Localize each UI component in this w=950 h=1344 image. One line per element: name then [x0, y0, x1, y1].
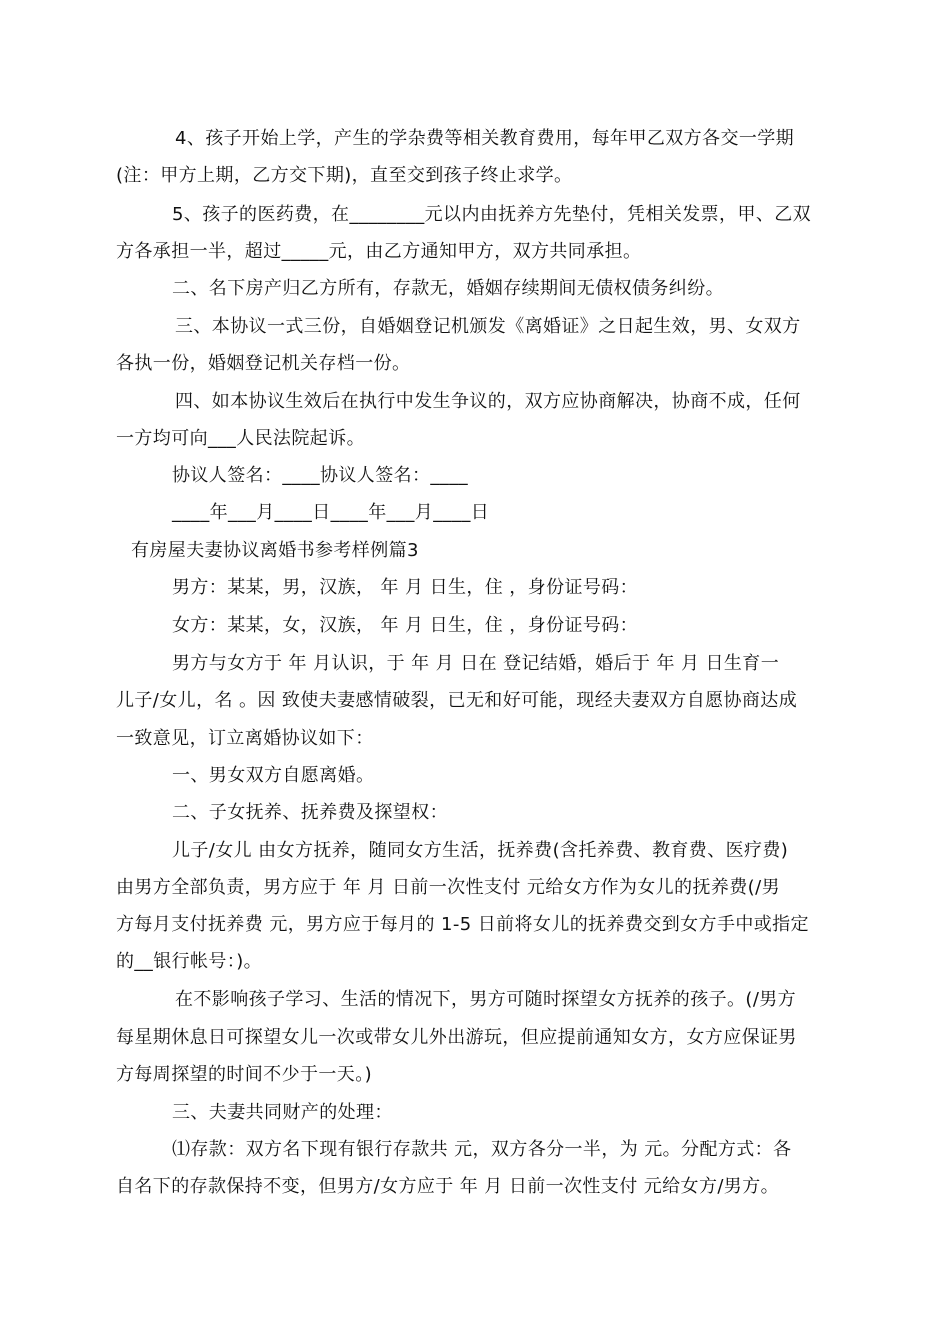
paragraph-line: 男方与女方于 年 月认识，于 年 月 日在 登记结婚，婚后于 年 月 日生育一	[172, 653, 780, 674]
paragraph-line: 一方均可向___人民法院起诉。	[116, 428, 365, 449]
paragraph-line: 二、子女抚养、抚养费及探望权：	[172, 802, 448, 823]
paragraph-line: 儿子/女儿 由女方抚养，随同女方生活，抚养费(含托养费、教育费、医疗费)	[172, 840, 789, 861]
paragraph-line: 每星期休息日可探望女儿一次或带女儿外出游玩，但应提前通知女方，女方应保证男	[116, 1027, 797, 1048]
paragraph-line: 男方：某某，男，汉族， 年 月 日生，住 ，身份证号码：	[172, 577, 639, 598]
paragraph-line: 方每周探望的时间不少于一天。)	[116, 1064, 373, 1085]
paragraph-line: 自名下的存款保持不变，但男方/女方应于 年 月 日前一次性支付 元给女方/男方。	[116, 1176, 780, 1197]
section-title: 有房屋夫妻协议离婚书参考样例篇3	[131, 540, 419, 561]
paragraph-line: 各执一份，婚姻登记机关存档一份。	[116, 353, 411, 374]
paragraph-line: 三、夫妻共同财产的处理：	[172, 1102, 393, 1123]
paragraph-line: 由男方全部负责，男方应于 年 月 日前一次性支付 元给女方作为女儿的抚养费(/男	[116, 877, 780, 898]
paragraph-line: 一致意见，订立离婚协议如下：	[116, 728, 374, 749]
paragraph-line: ⑴存款：双方名下现有银行存款共 元，双方各分一半，为 元。分配方式：各	[172, 1139, 792, 1160]
paragraph-line: 5、孩子的医药费，在________元以内由抚养方先垫付，凭相关发票，甲、乙双	[172, 204, 812, 225]
signature-line: 协议人签名：____协议人签名：____	[172, 465, 468, 486]
paragraph-line: 一、男女双方自愿离婚。	[172, 765, 375, 786]
paragraph-line: 儿子/女儿，名 。因 致使夫妻感情破裂，已无和好可能，现经夫妻双方自愿协商达成	[116, 690, 798, 711]
paragraph-line: 的__银行帐号：)。	[116, 951, 263, 972]
paragraph-line: 方各承担一半，超过_____元，由乙方通知甲方，双方共同承担。	[116, 241, 642, 262]
date-line: ____年___月____日____年___月____日	[172, 502, 490, 523]
paragraph-line: (注：甲方上期，乙方交下期)，直至交到孩子终止求学。	[116, 165, 573, 186]
paragraph-line: 在不影响孩子学习、生活的情况下，男方可随时探望女方抚养的孩子。(/男方	[175, 989, 797, 1010]
paragraph-line: 四、如本协议生效后在执行中发生争议的，双方应协商解决，协商不成，任何	[175, 391, 801, 412]
paragraph-line: 二、名下房产归乙方所有，存款无，婚姻存续期间无债权债务纠纷。	[172, 278, 724, 299]
paragraph-line: 方每月支付抚养费 元，男方应于每月的 1-5 日前将女儿的抚养费交到女方手中或指定	[116, 914, 809, 935]
paragraph-line: 女方：某某，女，汉族， 年 月 日生，住 ，身份证号码：	[172, 615, 639, 636]
paragraph-line: 三、本协议一式三份，自婚姻登记机颁发《离婚证》之日起生效，男、女双方	[175, 316, 801, 337]
paragraph-line: 4、孩子开始上学，产生的学杂费等相关教育费用，每年甲乙双方各交一学期	[175, 128, 795, 149]
